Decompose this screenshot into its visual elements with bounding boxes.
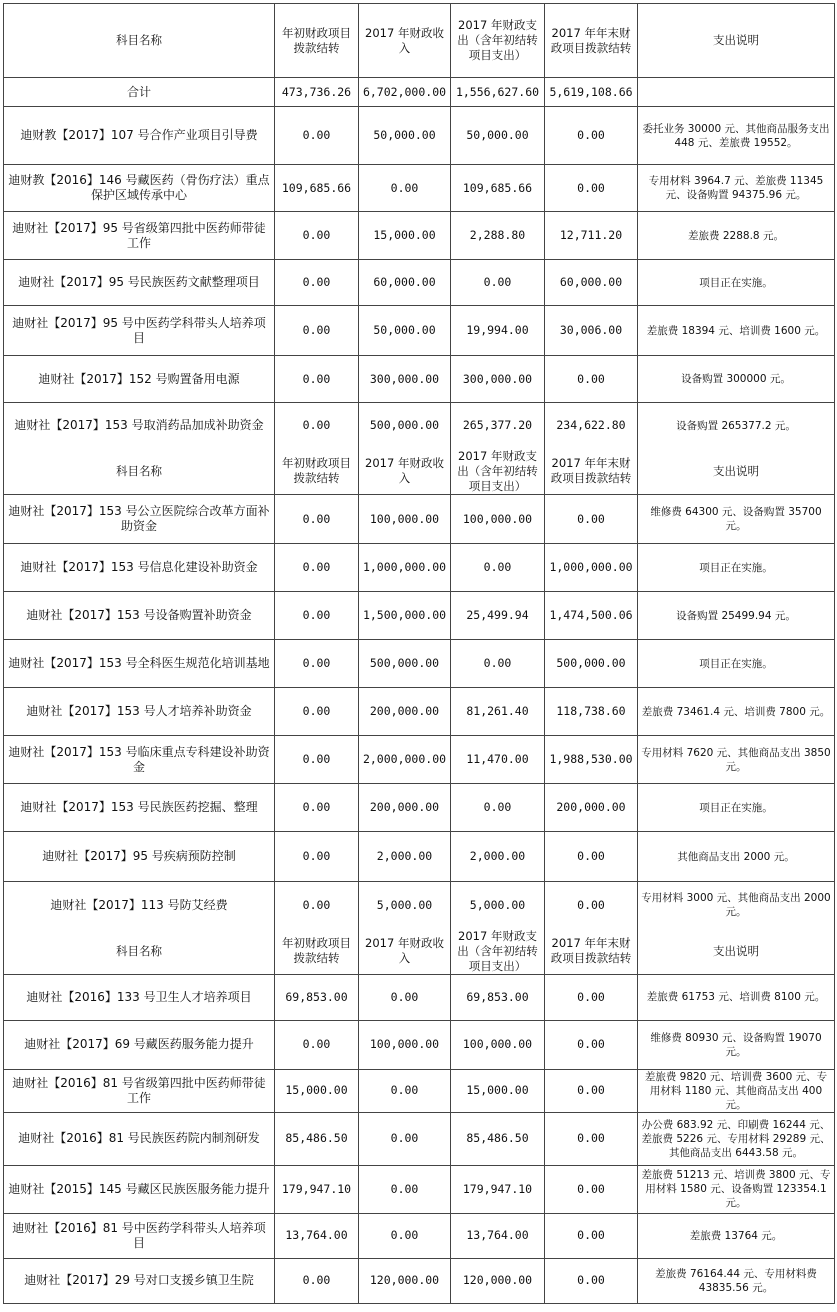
- header-expenditure: 2017 年财政支出（含年初结转项目支出）: [451, 4, 545, 78]
- expenditure-description: 差旅费 76164.44 元、专用材料费 43835.56 元。: [638, 1258, 835, 1303]
- expenditure-description: 维修费 64300 元、设备购置 35700 元。: [638, 495, 835, 544]
- expenditure-description: 专用材料 3000 元、其他商品支出 2000 元。: [638, 882, 835, 929]
- subject-name: 迪财社【2016】81 号中医药学科带头人培养项目: [4, 1213, 275, 1258]
- expenditure: 19,994.00: [451, 306, 545, 356]
- expenditure-description: 设备购置 300000 元。: [638, 356, 835, 403]
- opening-carryover: 0.00: [275, 832, 359, 882]
- expenditure: 100,000.00: [451, 495, 545, 544]
- header-opening-carryover: 年初财政项目拨款结转: [275, 4, 359, 78]
- expenditure-description: 委托业务 30000 元、其他商品服务支出 448 元、差旅费 19552。: [638, 107, 835, 165]
- expenditure: 300,000.00: [451, 356, 545, 403]
- revenue: 100,000.00: [359, 1020, 451, 1069]
- expenditure-description: 差旅费 13764 元。: [638, 1213, 835, 1258]
- expenditure-description: 差旅费 73461.4 元、培训费 7800 元。: [638, 688, 835, 736]
- opening-carryover: 0.00: [275, 107, 359, 165]
- header-revenue: 2017 年财政收入: [359, 929, 451, 975]
- subject-name: 迪财社【2017】153 号人才培养补助资金: [4, 688, 275, 736]
- header-revenue: 2017 年财政收入: [359, 449, 451, 495]
- expenditure: 85,486.50: [451, 1112, 545, 1165]
- subject-name: 迪财社【2017】153 号公立医院综合改革方面补助资金: [4, 495, 275, 544]
- revenue: 0.00: [359, 1069, 451, 1112]
- subject-name: 迪财社【2017】29 号对口支援乡镇卫生院: [4, 1258, 275, 1303]
- closing-carryover: 0.00: [545, 1020, 638, 1069]
- revenue: 1,500,000.00: [359, 592, 451, 640]
- header-subject-name: 科目名称: [4, 449, 275, 495]
- closing-carryover: 0.00: [545, 1258, 638, 1303]
- opening-carryover: 0.00: [275, 736, 359, 784]
- opening-carryover: 69,853.00: [275, 974, 359, 1020]
- table-row: [4, 107, 835, 165]
- table-row: [4, 403, 835, 449]
- subject-name: 迪财社【2017】153 号临床重点专科建设补助资金: [4, 736, 275, 784]
- table-row: [4, 974, 835, 1020]
- header-revenue: 2017 年财政收入: [359, 4, 451, 78]
- table-row: [4, 356, 835, 403]
- table-row: [4, 640, 835, 688]
- table-row: [4, 882, 835, 929]
- header-row: [4, 929, 835, 975]
- header-description: 支出说明: [638, 929, 835, 975]
- table-row: [4, 260, 835, 306]
- expenditure: 179,947.10: [451, 1165, 545, 1213]
- expenditure: 100,000.00: [451, 1020, 545, 1069]
- closing-carryover: 1,988,530.00: [545, 736, 638, 784]
- closing-carryover: 12,711.20: [545, 212, 638, 260]
- expenditure-description: 项目正在实施。: [638, 260, 835, 306]
- table-row: [4, 1112, 835, 1165]
- subject-name: 迪财教【2017】107 号合作产业项目引导费: [4, 107, 275, 165]
- opening-carryover: 0.00: [275, 306, 359, 356]
- expenditure-description: [638, 78, 835, 107]
- expenditure-description: 差旅费 18394 元、培训费 1600 元。: [638, 306, 835, 356]
- opening-carryover: 0.00: [275, 356, 359, 403]
- opening-carryover: 13,764.00: [275, 1213, 359, 1258]
- subject-name: 迪财社【2017】95 号民族医药文献整理项目: [4, 260, 275, 306]
- header-opening-carryover: 年初财政项目拨款结转: [275, 449, 359, 495]
- subject-name: 迪财社【2016】81 号省级第四批中医药师带徒工作: [4, 1069, 275, 1112]
- table-row: [4, 832, 835, 882]
- revenue: 200,000.00: [359, 784, 451, 832]
- expenditure: 0.00: [451, 784, 545, 832]
- subject-name: 迪财教【2016】146 号藏医药（骨伤疗法）重点保护区域传承中心: [4, 165, 275, 212]
- header-closing-carryover: 2017 年年末财政项目拨款结转: [545, 4, 638, 78]
- subject-name: 合计: [4, 78, 275, 107]
- header-expenditure: 2017 年财政支出（含年初结转项目支出）: [451, 929, 545, 975]
- opening-carryover: 0.00: [275, 260, 359, 306]
- subject-name: 迪财社【2017】153 号设备购置补助资金: [4, 592, 275, 640]
- expenditure: 50,000.00: [451, 107, 545, 165]
- closing-carryover: 500,000.00: [545, 640, 638, 688]
- opening-carryover: 15,000.00: [275, 1069, 359, 1112]
- opening-carryover: 0.00: [275, 882, 359, 929]
- expenditure: 69,853.00: [451, 974, 545, 1020]
- header-row: [4, 4, 835, 78]
- expenditure-description: 差旅费 2288.8 元。: [638, 212, 835, 260]
- closing-carryover: 0.00: [545, 107, 638, 165]
- closing-carryover: 60,000.00: [545, 260, 638, 306]
- expenditure: 11,470.00: [451, 736, 545, 784]
- closing-carryover: 0.00: [545, 165, 638, 212]
- table-row: [4, 688, 835, 736]
- header-subject-name: 科目名称: [4, 929, 275, 975]
- subject-name: 迪财社【2017】113 号防艾经费: [4, 882, 275, 929]
- header-subject-name: 科目名称: [4, 4, 275, 78]
- expenditure: 2,000.00: [451, 832, 545, 882]
- opening-carryover: 0.00: [275, 592, 359, 640]
- table-row: [4, 736, 835, 784]
- opening-carryover: 0.00: [275, 784, 359, 832]
- expenditure: 13,764.00: [451, 1213, 545, 1258]
- expenditure-description: 设备购置 25499.94 元。: [638, 592, 835, 640]
- subject-name: 迪财社【2016】81 号民族医药院内制剂研发: [4, 1112, 275, 1165]
- expenditure-description: 项目正在实施。: [638, 640, 835, 688]
- closing-carryover: 0.00: [545, 832, 638, 882]
- revenue: 1,000,000.00: [359, 544, 451, 592]
- closing-carryover: 1,000,000.00: [545, 544, 638, 592]
- expenditure: 0.00: [451, 544, 545, 592]
- expenditure: 2,288.80: [451, 212, 545, 260]
- closing-carryover: 0.00: [545, 356, 638, 403]
- opening-carryover: 0.00: [275, 1258, 359, 1303]
- revenue: 300,000.00: [359, 356, 451, 403]
- table-row: [4, 592, 835, 640]
- revenue: 2,000.00: [359, 832, 451, 882]
- opening-carryover: 0.00: [275, 212, 359, 260]
- header-closing-carryover: 2017 年年末财政项目拨款结转: [545, 929, 638, 975]
- opening-carryover: 0.00: [275, 688, 359, 736]
- opening-carryover: 0.00: [275, 640, 359, 688]
- revenue: 60,000.00: [359, 260, 451, 306]
- table-row: [4, 1165, 835, 1213]
- subject-name: 迪财社【2017】69 号藏医药服务能力提升: [4, 1020, 275, 1069]
- subject-name: 迪财社【2017】153 号全科医生规范化培训基地: [4, 640, 275, 688]
- expenditure: 1,556,627.60: [451, 78, 545, 107]
- table-row: [4, 165, 835, 212]
- expenditure: 81,261.40: [451, 688, 545, 736]
- table-row: [4, 495, 835, 544]
- closing-carryover: 0.00: [545, 882, 638, 929]
- subject-name: 迪财社【2017】153 号民族医药挖掘、整理: [4, 784, 275, 832]
- revenue: 2,000,000.00: [359, 736, 451, 784]
- opening-carryover: 0.00: [275, 544, 359, 592]
- expenditure-description: 专用材料 3964.7 元、差旅费 11345 元、设备购置 94375.96 元。: [638, 165, 835, 212]
- closing-carryover: 30,006.00: [545, 306, 638, 356]
- subject-name: 迪财社【2017】95 号疾病预防控制: [4, 832, 275, 882]
- expenditure: 120,000.00: [451, 1258, 545, 1303]
- expenditure: 0.00: [451, 640, 545, 688]
- subject-name: 迪财社【2017】95 号省级第四批中医药师带徒工作: [4, 212, 275, 260]
- closing-carryover: 234,622.80: [545, 403, 638, 449]
- header-description: 支出说明: [638, 449, 835, 495]
- revenue: 50,000.00: [359, 107, 451, 165]
- revenue: 50,000.00: [359, 306, 451, 356]
- closing-carryover: 0.00: [545, 495, 638, 544]
- header-description: 支出说明: [638, 4, 835, 78]
- closing-carryover: 5,619,108.66: [545, 78, 638, 107]
- total-row: [4, 78, 835, 107]
- expenditure: 5,000.00: [451, 882, 545, 929]
- opening-carryover: 179,947.10: [275, 1165, 359, 1213]
- closing-carryover: 1,474,500.06: [545, 592, 638, 640]
- revenue: 0.00: [359, 1213, 451, 1258]
- expenditure: 0.00: [451, 260, 545, 306]
- header-opening-carryover: 年初财政项目拨款结转: [275, 929, 359, 975]
- expenditure: 15,000.00: [451, 1069, 545, 1112]
- expenditure-description: 其他商品支出 2000 元。: [638, 832, 835, 882]
- revenue: 500,000.00: [359, 403, 451, 449]
- closing-carryover: 0.00: [545, 974, 638, 1020]
- table-row: [4, 1213, 835, 1258]
- revenue: 5,000.00: [359, 882, 451, 929]
- closing-carryover: 0.00: [545, 1165, 638, 1213]
- header-row: [4, 449, 835, 495]
- revenue: 100,000.00: [359, 495, 451, 544]
- table-row: [4, 784, 835, 832]
- expenditure-description: 设备购置 265377.2 元。: [638, 403, 835, 449]
- opening-carryover: 0.00: [275, 495, 359, 544]
- expenditure-description: 项目正在实施。: [638, 784, 835, 832]
- closing-carryover: 118,738.60: [545, 688, 638, 736]
- expenditure-description: 差旅费 61753 元、培训费 8100 元。: [638, 974, 835, 1020]
- expenditure: 109,685.66: [451, 165, 545, 212]
- closing-carryover: 0.00: [545, 1069, 638, 1112]
- closing-carryover: 200,000.00: [545, 784, 638, 832]
- revenue: 120,000.00: [359, 1258, 451, 1303]
- subject-name: 迪财社【2017】95 号中医药学科带头人培养项目: [4, 306, 275, 356]
- opening-carryover: 0.00: [275, 1020, 359, 1069]
- budget-table: [3, 3, 835, 1304]
- expenditure-description: 办公费 683.92 元、印刷费 16244 元、差旅费 5226 元、专用材料 29289 元、其他商品支出 6443.58 元。: [638, 1112, 835, 1165]
- subject-name: 迪财社【2017】152 号购置备用电源: [4, 356, 275, 403]
- table-row: [4, 1069, 835, 1112]
- opening-carryover: 0.00: [275, 403, 359, 449]
- expenditure: 25,499.94: [451, 592, 545, 640]
- opening-carryover: 85,486.50: [275, 1112, 359, 1165]
- subject-name: 迪财社【2017】153 号取消药品加成补助资金: [4, 403, 275, 449]
- revenue: 0.00: [359, 974, 451, 1020]
- revenue: 0.00: [359, 165, 451, 212]
- table-body: [4, 4, 835, 1304]
- opening-carryover: 109,685.66: [275, 165, 359, 212]
- expenditure-description: 项目正在实施。: [638, 544, 835, 592]
- opening-carryover: 473,736.26: [275, 78, 359, 107]
- subject-name: 迪财社【2017】153 号信息化建设补助资金: [4, 544, 275, 592]
- table-row: [4, 306, 835, 356]
- closing-carryover: 0.00: [545, 1213, 638, 1258]
- revenue: 200,000.00: [359, 688, 451, 736]
- expenditure-description: 差旅费 9820 元、培训费 3600 元、专用材料 1180 元、其他商品支出 400 元。: [638, 1069, 835, 1112]
- revenue: 0.00: [359, 1112, 451, 1165]
- table-row: [4, 1020, 835, 1069]
- expenditure: 265,377.20: [451, 403, 545, 449]
- table-row: [4, 212, 835, 260]
- expenditure-description: 差旅费 51213 元、培训费 3800 元、专用材料 1580 元、设备购置 123354.1 元。: [638, 1165, 835, 1213]
- closing-carryover: 0.00: [545, 1112, 638, 1165]
- revenue: 0.00: [359, 1165, 451, 1213]
- expenditure-description: 专用材料 7620 元、其他商品支出 3850 元。: [638, 736, 835, 784]
- revenue: 6,702,000.00: [359, 78, 451, 107]
- header-closing-carryover: 2017 年年末财政项目拨款结转: [545, 449, 638, 495]
- table-row: [4, 544, 835, 592]
- subject-name: 迪财社【2015】145 号藏区民族医服务能力提升: [4, 1165, 275, 1213]
- revenue: 500,000.00: [359, 640, 451, 688]
- header-expenditure: 2017 年财政支出（含年初结转项目支出）: [451, 449, 545, 495]
- revenue: 15,000.00: [359, 212, 451, 260]
- table-row: [4, 1258, 835, 1303]
- expenditure-description: 维修费 80930 元、设备购置 19070 元。: [638, 1020, 835, 1069]
- subject-name: 迪财社【2016】133 号卫生人才培养项目: [4, 974, 275, 1020]
